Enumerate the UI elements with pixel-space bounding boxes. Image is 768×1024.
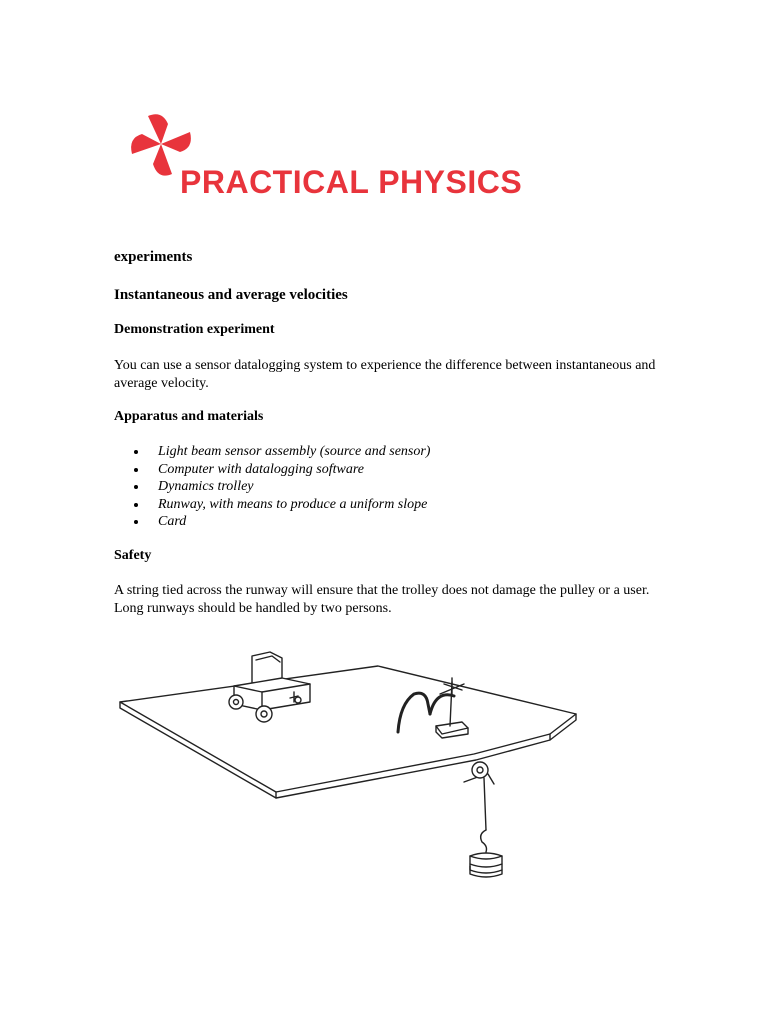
list-item: Card	[114, 513, 430, 531]
apparatus-list	[114, 443, 430, 531]
list-item: Runway, with means to produce a uniform slope	[114, 496, 430, 514]
runway-board	[120, 666, 576, 798]
safety-heading: Safety	[114, 548, 152, 563]
list-item: Computer with datalogging software	[114, 461, 430, 479]
list-item: Dynamics trolley	[114, 478, 430, 496]
category-heading: experiments	[114, 249, 193, 265]
demonstration-text: You can use a sensor datalogging system to experience the difference between instantaneous and average velocity.	[114, 358, 656, 391]
list-item: Light beam sensor assembly (source and sensor)	[114, 443, 430, 461]
hanging-mass	[470, 830, 502, 877]
practical-physics-logo	[128, 110, 528, 200]
page-title: Instantaneous and average velocities	[114, 287, 348, 303]
apparatus-heading: Apparatus and materials	[114, 409, 264, 424]
logo-text: PRACTICAL PHYSICS	[180, 164, 523, 200]
pulley	[464, 762, 494, 830]
safety-text: A string tied across the runway will ensure that the trolley does not damage the pulley or a user. Long runways should be handled by two persons.	[114, 583, 650, 616]
runway-apparatus-illustration	[114, 634, 582, 878]
demonstration-heading: Demonstration experiment	[114, 322, 275, 337]
